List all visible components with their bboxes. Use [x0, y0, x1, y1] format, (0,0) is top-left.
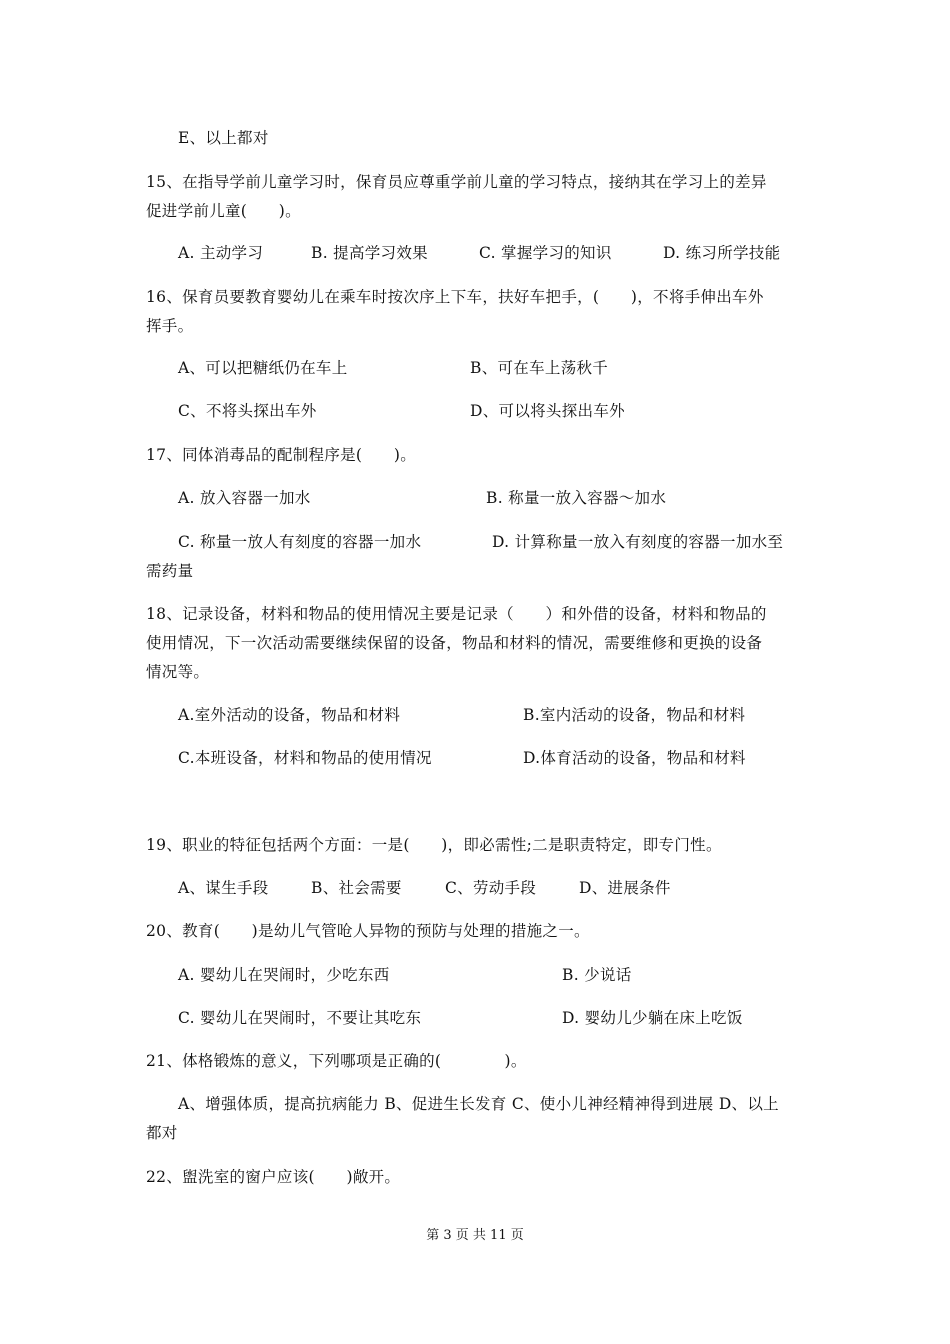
option-e-all: E、以上都对 — [178, 129, 269, 147]
question-22: 22、盥洗室的窗户应该( )敞开。 — [146, 1168, 401, 1186]
q17-option-b: B. 称量一放入容器～加水 — [486, 489, 667, 507]
page-footer: 第 3 页 共 11 页 — [426, 1228, 524, 1243]
q15-option-c: C. 掌握学习的知识 — [479, 244, 612, 262]
q17-option-a: A. 放入容器一加水 — [178, 489, 311, 507]
question-16-line-2: 挥手。 — [146, 317, 194, 335]
q20-option-b: B. 少说话 — [562, 966, 632, 984]
q16-option-a: A、可以把糖纸仍在车上 — [178, 359, 348, 377]
question-18-line-2: 使用情况，下一次活动需要继续保留的设备，物品和材料的情况，需要维修和更换的设备 — [146, 634, 763, 652]
q19-option-c: C、劳动手段 — [445, 879, 537, 897]
question-20: 20、教育( )是幼儿气管呛人异物的预防与处理的措施之一。 — [146, 922, 590, 940]
q16-option-b: B、可在车上荡秋千 — [470, 359, 609, 377]
q19-option-a: A、谋生手段 — [178, 879, 269, 897]
q15-option-d: D. 练习所学技能 — [663, 244, 781, 262]
q21-options: A、增强体质，提高抗病能力 B、促进生长发育 C、使小儿神经精神得到进展 D、以上 — [178, 1095, 779, 1113]
question-15-line-2: 促进学前儿童( )。 — [146, 202, 301, 220]
q16-option-c: C、不将头探出车外 — [178, 402, 317, 420]
question-19: 19、职业的特征包括两个方面：一是( )，即必需性;二是职责特定，即专门性。 — [146, 836, 722, 854]
q17-option-c: C. 称量一放人有刻度的容器一加水 — [178, 533, 422, 551]
q18-option-d: D.体育活动的设备，物品和材料 — [523, 749, 746, 767]
q18-option-b: B.室内活动的设备，物品和材料 — [523, 706, 746, 724]
question-17: 17、同体消毒品的配制程序是( )。 — [146, 446, 417, 464]
q15-option-b: B. 提高学习效果 — [311, 244, 428, 262]
question-15-line-1: 15、在指导学前儿童学习时，保育员应尊重学前儿童的学习特点，接纳其在学习上的差异 — [146, 173, 767, 191]
question-18-line-1: 18、记录设备，材料和物品的使用情况主要是记录（ ）和外借的设备，材料和物品的 — [146, 605, 767, 623]
q19-option-d: D、进展条件 — [579, 879, 671, 897]
question-18-line-3: 情况等。 — [146, 663, 210, 681]
q20-option-d: D. 婴幼儿少躺在床上吃饭 — [562, 1009, 743, 1027]
question-16-line-1: 16、保育员要教育婴幼儿在乘车时按次序上下车，扶好车把手，( )，不将手伸出车外 — [146, 288, 764, 306]
q21-options-continued: 都对 — [146, 1124, 178, 1142]
q20-option-c: C. 婴幼儿在哭闹时，不要让其吃东 — [178, 1009, 422, 1027]
q18-option-c: C.本班设备，材料和物品的使用情况 — [178, 749, 432, 767]
q20-option-a: A. 婴幼儿在哭闹时，少吃东西 — [178, 966, 390, 984]
q17-option-d: D. 计算称量一放入有刻度的容器一加水至 — [492, 533, 784, 551]
q17-option-d-continued: 需药量 — [146, 562, 194, 580]
q18-option-a: A.室外活动的设备，物品和材料 — [178, 706, 401, 724]
q19-option-b: B、社会需要 — [311, 879, 402, 897]
question-21: 21、体格锻炼的意义，下列哪项是正确的( )。 — [146, 1052, 527, 1070]
q16-option-d: D、可以将头探出车外 — [470, 402, 625, 420]
q15-option-a: A. 主动学习 — [178, 244, 264, 262]
